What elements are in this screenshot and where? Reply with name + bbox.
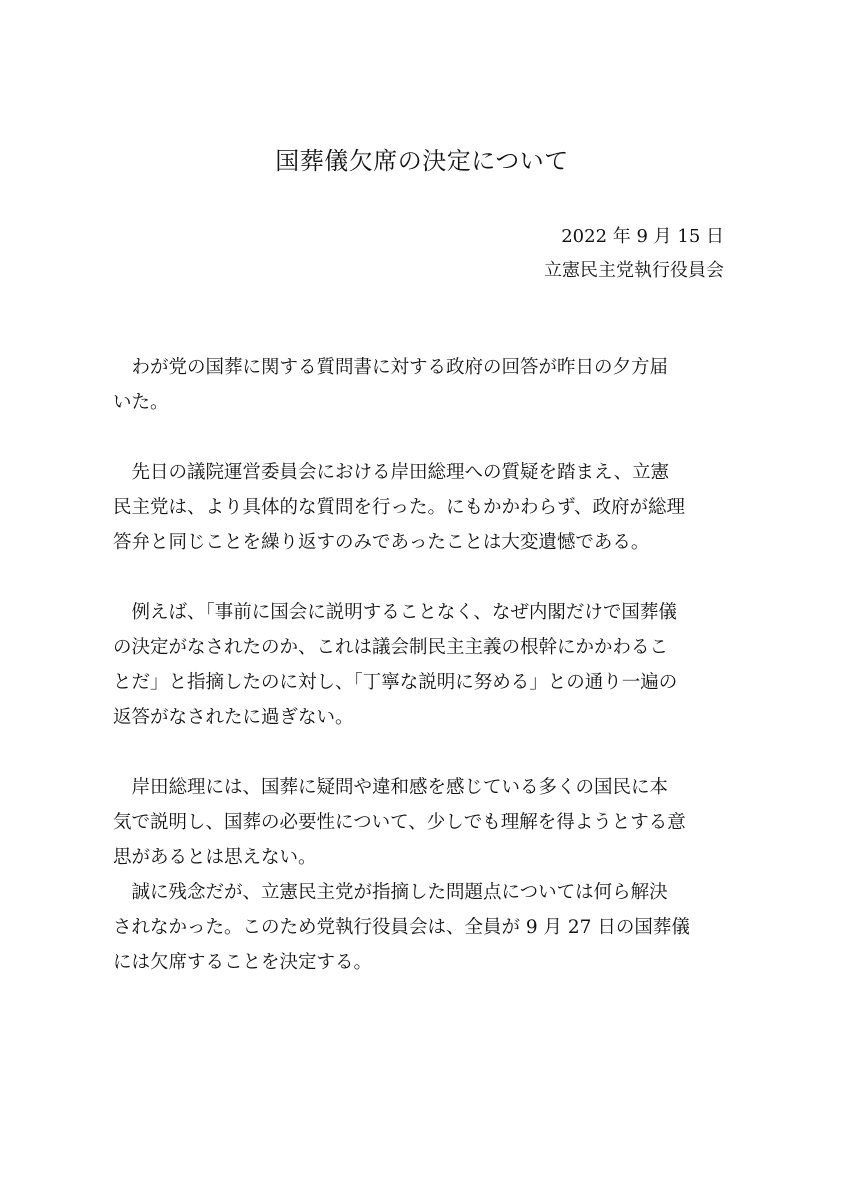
paragraph-4 (113, 770, 733, 980)
paragraph-line: されなかった。このため党執行役員会は、全員が 9 月 27 日の国葬儀 (113, 917, 690, 938)
document-title: 国葬儀欠席の決定について (275, 147, 569, 175)
paragraph-line: いた。 (113, 392, 169, 413)
document-meta (544, 220, 724, 288)
paragraph-line: 答弁と同じことを繰り返すのみであったことは大変遺憾である。 (113, 532, 650, 553)
paragraph-line: 例えば、「事前に国会に説明することなく、なぜ内閣だけで国葬儀 (113, 602, 677, 623)
paragraph-line: 返答がなされたに過ぎない。 (113, 707, 354, 728)
paragraph-2 (113, 455, 733, 560)
paragraph-line: には欠席することを決定する。 (113, 952, 373, 973)
paragraph-1 (113, 350, 733, 420)
paragraph-line: 誠に残念だが、立憲民主党が指摘した問題点については何ら解決 (113, 882, 668, 903)
document-date: 2022 年 9 月 15 日 (561, 226, 724, 247)
paragraph-line: わが党の国葬に関する質問書に対する政府の回答が昨日の夕方届 (113, 357, 669, 378)
paragraph-spacer (113, 420, 733, 455)
paragraph-line: 気で説明し、国葬の必要性について、少しでも理解を得ようとする意 (113, 812, 686, 833)
paragraph-line: とだ」と指摘したのに対し、「丁寧な説明に努める」との通り一遍の (113, 672, 678, 693)
paragraph-line: の決定がなされたのか、これは議会制民主主義の根幹にかかわるこ (113, 637, 669, 658)
document-body (113, 350, 733, 980)
paragraph-3 (113, 595, 733, 735)
paragraph-line: 民主党は、より具体的な質問を行った。にもかかわらず、政府が総理 (113, 497, 686, 518)
document-issuer: 立憲民主党執行役員会 (544, 260, 724, 281)
paragraph-line: 思があるとは思えない。 (113, 847, 317, 868)
paragraph-line: 岸田総理には、国葬に疑問や違和感を感じている多くの国民に本 (113, 777, 669, 798)
paragraph-spacer (113, 560, 733, 595)
paragraph-spacer (113, 735, 733, 770)
paragraph-line: 先日の議院運営委員会における岸田総理への質疑を踏まえ、立憲 (113, 462, 670, 483)
